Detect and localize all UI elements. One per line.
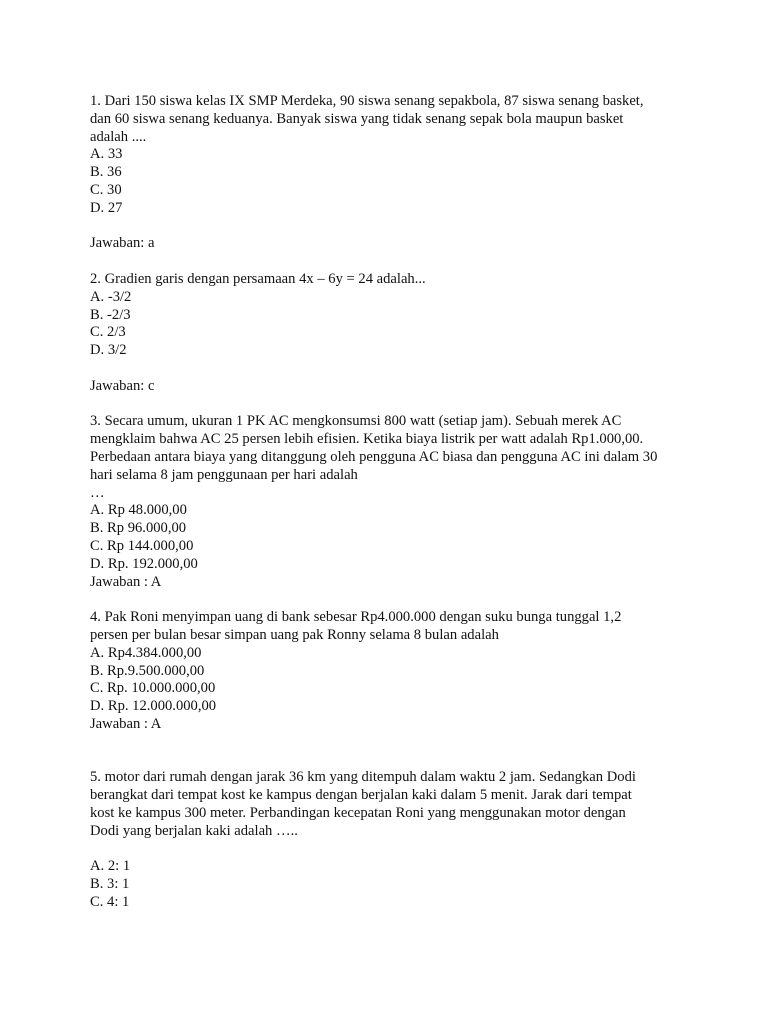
answer-option: C. 2/3 [90, 324, 126, 341]
answer-option: A. Rp4.384.000,00 [90, 644, 202, 661]
answer-option: C. Rp 144.000,00 [90, 537, 194, 554]
answer-key: Jawaban: c [90, 377, 155, 394]
answer-option: A. 33 [90, 146, 123, 163]
spacer [90, 751, 690, 769]
answer-option: A. Rp 48.000,00 [90, 502, 187, 519]
answer-option: D. 3/2 [90, 342, 127, 359]
question-text-line: Perbedaan antara biaya yang ditanggung oleh pengguna AC biasa dan pengguna AC ini dalam 30 [90, 448, 658, 465]
answer-option: C. 30 [90, 181, 122, 198]
question-text-line: 1. Dari 150 siswa kelas IX SMP Merdeka, 90 siswa senang sepakbola, 87 siswa senang basket, [90, 93, 644, 109]
question-text-line: berangkat dari tempat kost ke kampus dengan berjalan kaki dalam 5 menit. Jarak dari tempat [90, 787, 632, 804]
spacer [90, 360, 690, 378]
answer-key: Jawaban: a [90, 235, 155, 252]
spacer [90, 840, 690, 858]
answer-option: D. Rp. 192.000,00 [90, 555, 198, 572]
answer-option: C. Rp. 10.000.000,00 [90, 680, 216, 697]
question-3 [90, 413, 690, 609]
answer-option: B. 36 [90, 164, 122, 181]
question-text-line: Dodi yang berjalan kaki adalah ….. [90, 822, 298, 839]
question-text-line: dan 60 siswa senang keduanya. Banyak siswa yang tidak senang sepak bola maupun basket [90, 110, 624, 127]
spacer [90, 734, 690, 752]
question-text-line: 4. Pak Roni menyimpan uang di bank sebesar Rp4.000.000 dengan suku bunga tunggal 1,2 [90, 609, 622, 626]
document-page [90, 93, 690, 912]
answer-option: A. 2: 1 [90, 858, 131, 875]
spacer [90, 591, 690, 609]
question-text-line: 3. Secara umum, ukuran 1 PK AC mengkonsumsi 800 watt (setiap jam). Sebuah merek AC [90, 413, 622, 430]
answer-option: B. -2/3 [90, 306, 131, 323]
answer-option: C. 4: 1 [90, 893, 130, 910]
answer-key: Jawaban : A [90, 573, 162, 590]
answer-option: D. 27 [90, 199, 123, 216]
question-text-line: mengklaim bahwa AC 25 persen lebih efisien. Ketika biaya listrik per watt adalah Rp1.000,00. [90, 431, 644, 448]
question-text-line: 2. Gradien garis dengan persamaan 4x – 6y = 24 adalah... [90, 270, 426, 287]
answer-option: B. 3: 1 [90, 876, 130, 893]
question-4 [90, 609, 690, 769]
question-text-line: hari selama 8 jam penggunaan per hari adalah [90, 466, 358, 483]
question-1 [90, 93, 690, 271]
question-5 [90, 769, 690, 911]
question-text-line: persen per bulan besar simpan uang pak Ronny selama 8 bulan adalah [90, 626, 499, 643]
spacer [90, 218, 690, 236]
answer-option: A. -3/2 [90, 288, 132, 305]
answer-option: B. Rp 96.000,00 [90, 520, 187, 537]
question-text-line: 5. motor dari rumah dengan jarak 36 km yang ditempuh dalam waktu 2 jam. Sedangkan Dodi [90, 769, 636, 786]
answer-key: Jawaban : A [90, 715, 162, 732]
question-text-line: kost ke kampus 300 meter. Perbandingan kecepatan Roni yang menggunakan motor dengan [90, 804, 626, 821]
question-text-line: adalah .... [90, 128, 147, 145]
answer-option: D. Rp. 12.000.000,00 [90, 698, 217, 715]
question-2 [90, 271, 690, 413]
spacer [90, 253, 690, 271]
spacer [90, 396, 690, 414]
answer-option: B. Rp.9.500.000,00 [90, 662, 205, 679]
question-text-line: … [90, 484, 105, 501]
